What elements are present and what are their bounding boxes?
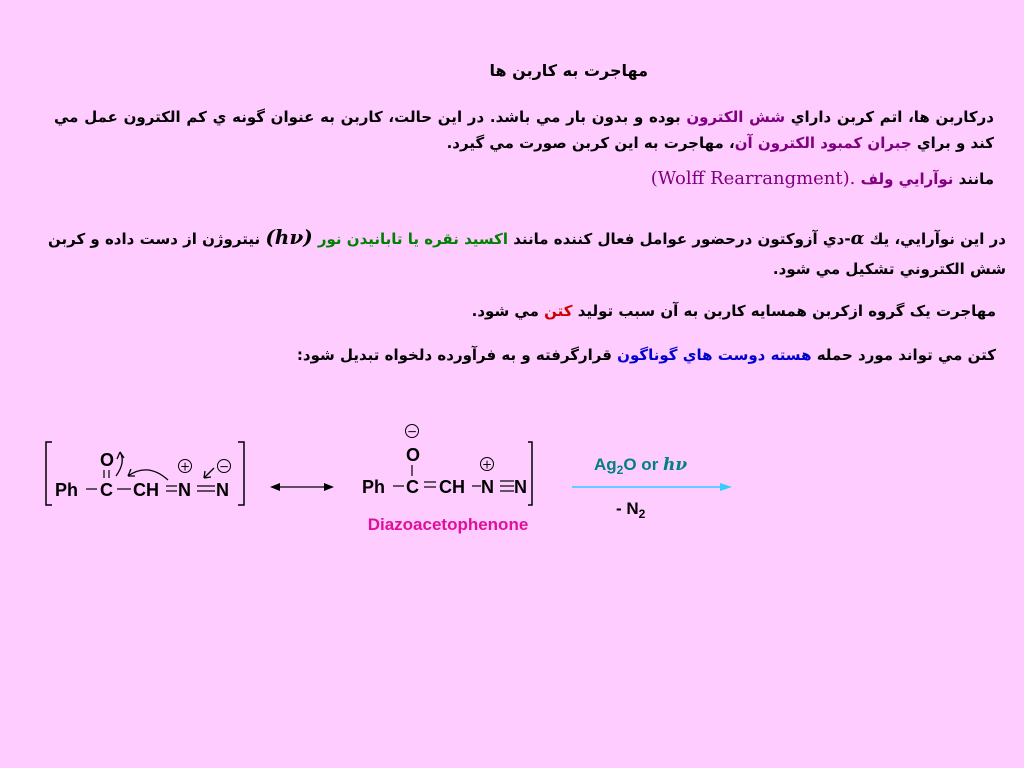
phenyl-label: Ph: [55, 480, 79, 500]
carbon-label-2: C: [406, 477, 419, 497]
nitrogen-loss-label: - $N_2$: [616, 499, 646, 521]
p1-text-c: بوده و بدون بار مي باشد. در اين حالت، كاربن به عنوان گونه ي كم الكترون عمل مي كند و براي: [54, 108, 994, 152]
p5-highlight-nucleophiles: هسته دوست هاي گوناگون: [617, 346, 812, 364]
reaction-arrow: [572, 455, 732, 521]
p1-highlight-six-electrons: شش الكترون: [686, 108, 786, 126]
p3-text-b: -دي آزوكتون درحضور عوامل فعال كننده مانند: [508, 230, 851, 248]
resonance-arrow: [270, 483, 334, 491]
paragraph-mechanism: [11, 222, 1006, 284]
page-title: مهاجرت به کاربن ها: [489, 61, 648, 80]
phenyl-label-2: Ph: [362, 477, 386, 497]
curved-arrow-3: [204, 468, 214, 478]
p4-highlight-ketene: كتن: [544, 302, 573, 320]
paragraph-wolff: [651, 166, 994, 192]
reagent-label: $Ag_2O$ or hν: [594, 455, 688, 477]
curved-arrow-2: [128, 470, 168, 480]
paragraph-ketene: [472, 298, 996, 324]
right-resonance-structure: [362, 425, 532, 535]
p5-text-a: كتن مي تواند مورد حمله: [811, 346, 996, 364]
nitrogen-2-label-2: N: [514, 477, 527, 497]
ch-label-2: CH: [439, 477, 465, 497]
p3-highlight-reagents: اكسيد نقره يا تابانيدن نور: [317, 230, 508, 248]
p1-highlight-compensate: جبران كمبود الكترون آن: [734, 134, 912, 152]
p1-text-a: دركاربن ها، اتم كربن داراي: [785, 108, 994, 126]
nitrogen-1-label-2: N: [481, 477, 494, 497]
p5-text-c: قرارگرفته و به فرآورده دلخواه تبديل شود:: [296, 346, 618, 364]
oxygen-label: O: [100, 450, 115, 470]
compound-name: Diazoacetophenone: [367, 515, 529, 534]
p2-english-name: (Wolff Rearrangment).: [650, 168, 856, 189]
p2-text-a: مانند: [953, 170, 994, 188]
oxygen-label-2: O: [406, 445, 421, 465]
p2-highlight-wolff: نوآرايي ولف: [860, 170, 954, 188]
ch-label: CH: [133, 480, 159, 500]
left-bracket: [46, 442, 52, 505]
carbon-label: C: [100, 480, 113, 500]
plus-charge: +: [179, 459, 191, 474]
minus-charge: −: [218, 459, 230, 474]
oxygen-minus-charge: −: [406, 424, 418, 439]
left-resonance-structure: [46, 442, 244, 505]
p4-text-c: مي شود.: [471, 302, 545, 320]
paragraph-carbene: [54, 104, 994, 156]
paragraph-nucleophile: [297, 342, 996, 368]
p3-hv: (hν): [265, 225, 313, 249]
p3-text-d: نيتروژن از دست داده و كربن شش الكتروني تشكيل مي شود.: [48, 230, 1006, 278]
reaction-scheme: [0, 400, 1024, 580]
right-structure-bracket: [528, 442, 532, 505]
right-bracket: [238, 442, 244, 505]
p3-alpha: α: [850, 228, 865, 249]
p3-text-a: در اين نوآرايي، يك: [864, 230, 1006, 248]
p4-text-a: مهاجرت یک گروه ازکربن همسایه کاربن به آن سبب توليد: [572, 302, 996, 320]
p1-text-e: ، مهاجرت به اين كربن صورت مي گيرد.: [446, 134, 735, 152]
nitrogen-2-label: N: [216, 480, 229, 500]
nitrogen-1-label: N: [178, 480, 191, 500]
plus-charge-2: +: [481, 457, 493, 472]
